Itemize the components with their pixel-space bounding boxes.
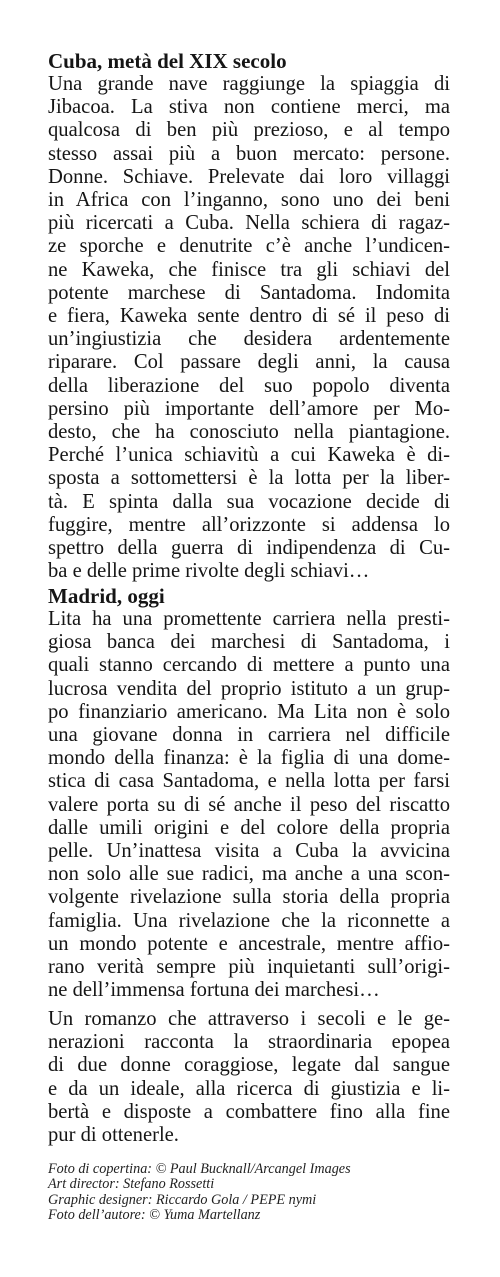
text-line: rano verità sempre più inquietanti sull’origi- [48,956,450,979]
text-line: della liberazione del suo popolo diventa [48,374,450,397]
credits-block [48,1162,450,1223]
text-line: fuggire, mentre all’orizzonte si addensa lo [48,513,450,536]
text-line: desto, che ha conosciuto nella piantagione. [48,421,450,444]
text-line: valere porta su di sé anche il peso del riscatto [48,793,450,816]
text-line: una giovane donna in carriera nel difficile [48,724,450,747]
paragraph-cuba [48,73,450,583]
section-cuba [48,50,450,583]
text-line: ne Kaweka, che finisce tra gli schiavi del [48,258,450,281]
text-line: Perché l’unica schiavitù a cui Kaweka è di- [48,444,450,467]
text-line: famiglia. Una rivelazione che la riconnette a [48,909,450,932]
text-line: Lita ha una promettente carriera nella presti- [48,608,450,630]
text-line: quali stanno cercando di mettere a punto una [48,654,450,677]
text-line: ba e delle prime rivolte degli schiavi… [48,560,370,583]
section-title-cuba: Cuba, metà del XIX secolo [48,49,287,73]
text-line: non solo alle sue radici, ma anche a una scon- [48,863,450,886]
credit-cover-photo: Foto di copertina: © Paul Bucknall/Arcangel Images [48,1161,351,1177]
section-title-madrid: Madrid, oggi [48,584,165,608]
text-line: stica di casa Santadoma, e nella lotta per farsi [48,770,450,793]
credit-graphic-designer: Graphic designer: Riccardo Gola / PEPE nymi [48,1191,317,1208]
paragraph-summary [48,1008,450,1147]
text-line: pur di ottenerle. [48,1124,179,1147]
text-line: un’ingiustizia che desidera ardentemente [48,328,450,351]
text-line: pelle. Un’inattesa visita a Cuba la avvicina [48,840,450,863]
text-line: stesso assai più a buon mercato: persone. [48,142,450,165]
text-line: ne dell’immensa fortuna dei marchesi… [48,979,380,1002]
text-line: Donne. Schiave. Prelevate dai loro villaggi [48,165,450,188]
text-line: ze sporche e denutrite c’è anche l’undicen- [48,235,450,258]
text-line: un mondo potente e ancestrale, mentre affio- [48,932,450,955]
text-line: bertà e disposte a combattere fino alla fine [48,1100,450,1123]
credit-author-photo: Foto dell’autore: © Yuma Martellanz [48,1206,261,1223]
text-line: riparare. Col passare degli anni, la causa [48,351,450,374]
section-summary [48,1008,450,1147]
text-line: e da un ideale, alla ricerca di giustizia e li- [48,1077,450,1100]
text-line: giosa banca dei marchesi di Santadoma, i [48,631,450,654]
text-line: mondo della finanza: è la figlia di una dome- [48,747,450,770]
section-madrid [48,585,450,1002]
text-line: di due donne coraggiose, legate dal sangue [48,1054,450,1077]
text-line: spettro della guerra di indipendenza di Cu- [48,537,450,560]
text-line: potente marchese di Santadoma. Indomita [48,281,450,304]
text-line: Jibacoa. La stiva non contiene merci, ma [48,96,450,119]
text-line: dalle umili origini e del colore della propria [48,816,450,839]
text-line: sposta a sottomettersi è la lotta per la liber- [48,467,450,490]
text-line: po finanziario americano. Ma Lita non è solo [48,700,450,723]
text-line: e fiera, Kaweka sente dentro di sé il peso di [48,305,450,328]
text-line: Un romanzo che attraverso i secoli e le ge- [48,1008,450,1030]
credit-art-director: Art director: Stefano Rossetti [48,1176,215,1193]
text-line: persino più importante dell’amore per Mo- [48,397,450,420]
text-line: qualcosa di ben più prezioso, e al tempo [48,119,450,142]
text-line: più ricercati a Cuba. Nella schiera di ragaz- [48,212,450,235]
text-line: Una grande nave raggiunge la spiaggia di [48,73,450,95]
text-line: lucrosa vendita del proprio istituto a un grup- [48,677,450,700]
paragraph-madrid [48,608,450,1002]
text-line: in Africa con l’inganno, sono uno dei beni [48,189,450,212]
text-line: tà. E spinta dalla sua vocazione decide di [48,490,450,513]
text-line: volgente rivelazione sulla storia della propria [48,886,450,909]
text-line: nerazioni racconta la straordinaria epopea [48,1031,450,1054]
